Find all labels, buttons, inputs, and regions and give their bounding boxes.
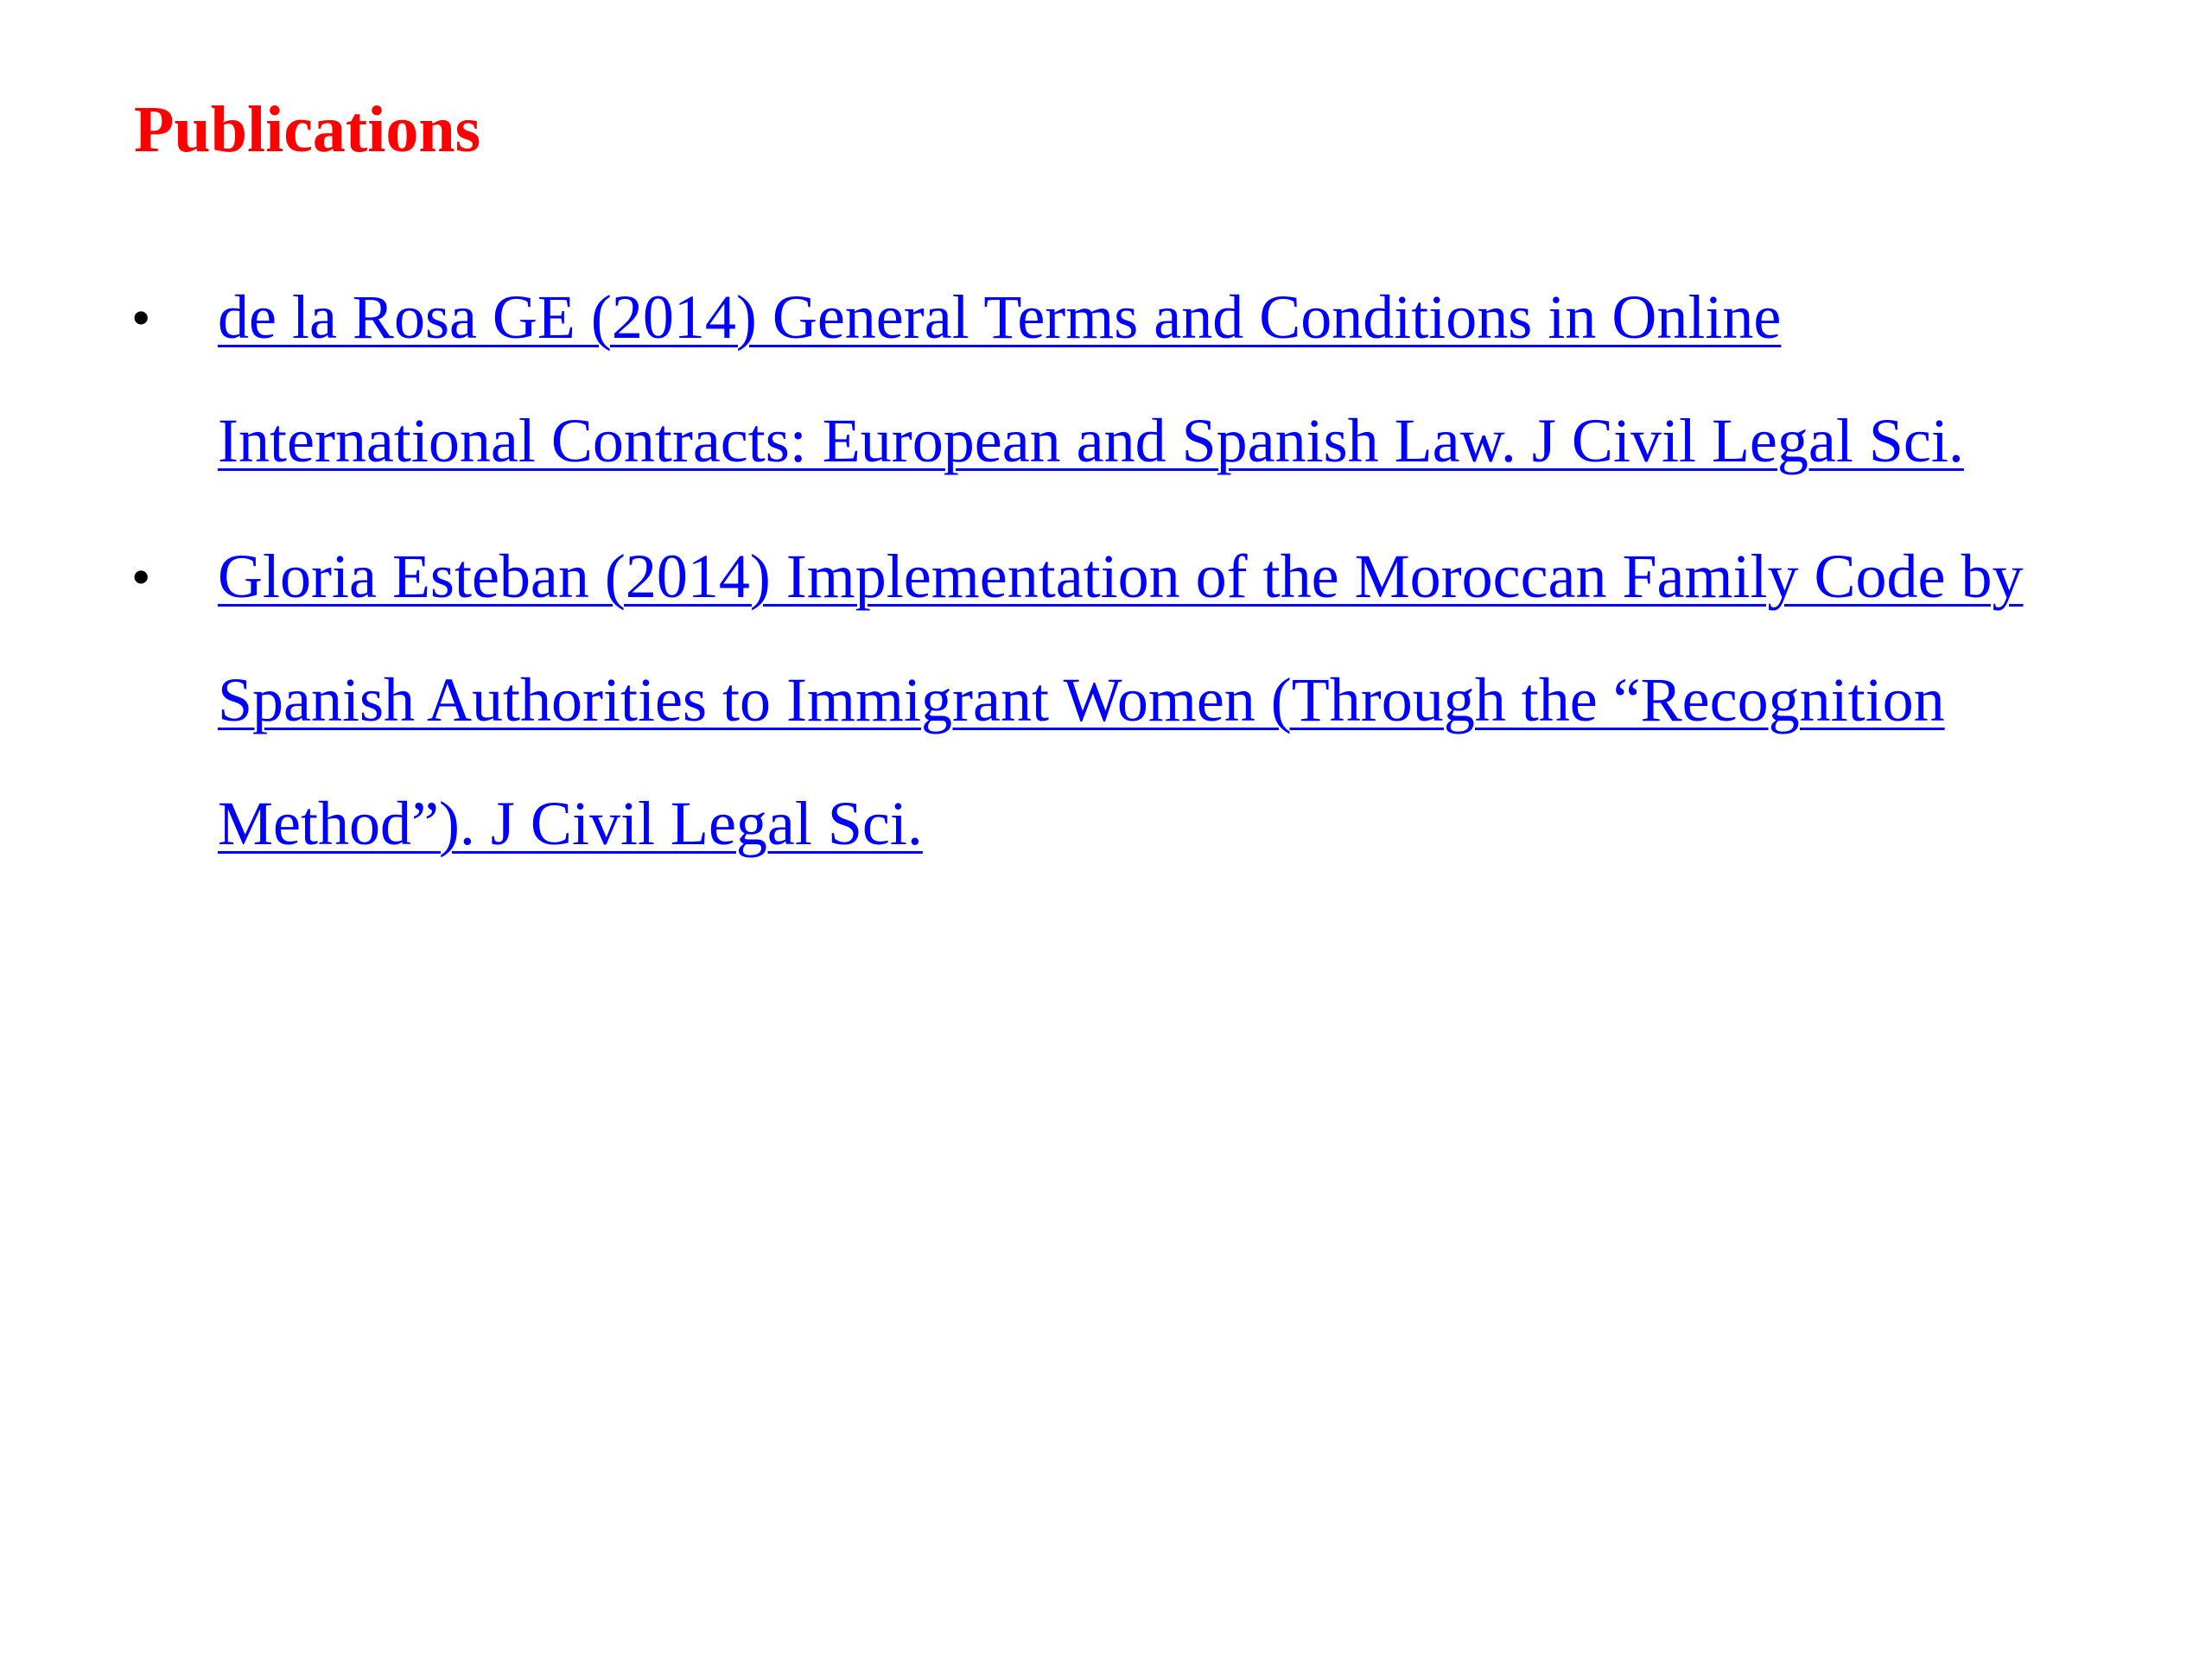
list-item	[0, 256, 2032, 503]
page-title: Publications	[134, 93, 481, 166]
publication-link[interactable]: de la Rosa GE (2014) General Terms and Conditions in Online International Contracts: European and Spanish Law. J Civil Legal Sci.	[218, 283, 1964, 475]
bullet-icon: •	[131, 546, 151, 607]
publication-list	[0, 256, 2212, 898]
publication-link[interactable]: Gloria Esteban (2014) Implementation of the Moroccan Family Code by Spanish Authorities to Immigrant Women (Through the “Recognition Method”). J Civil Legal Sci.	[218, 542, 2024, 858]
bullet-icon: •	[131, 287, 151, 348]
list-item	[0, 515, 2032, 886]
